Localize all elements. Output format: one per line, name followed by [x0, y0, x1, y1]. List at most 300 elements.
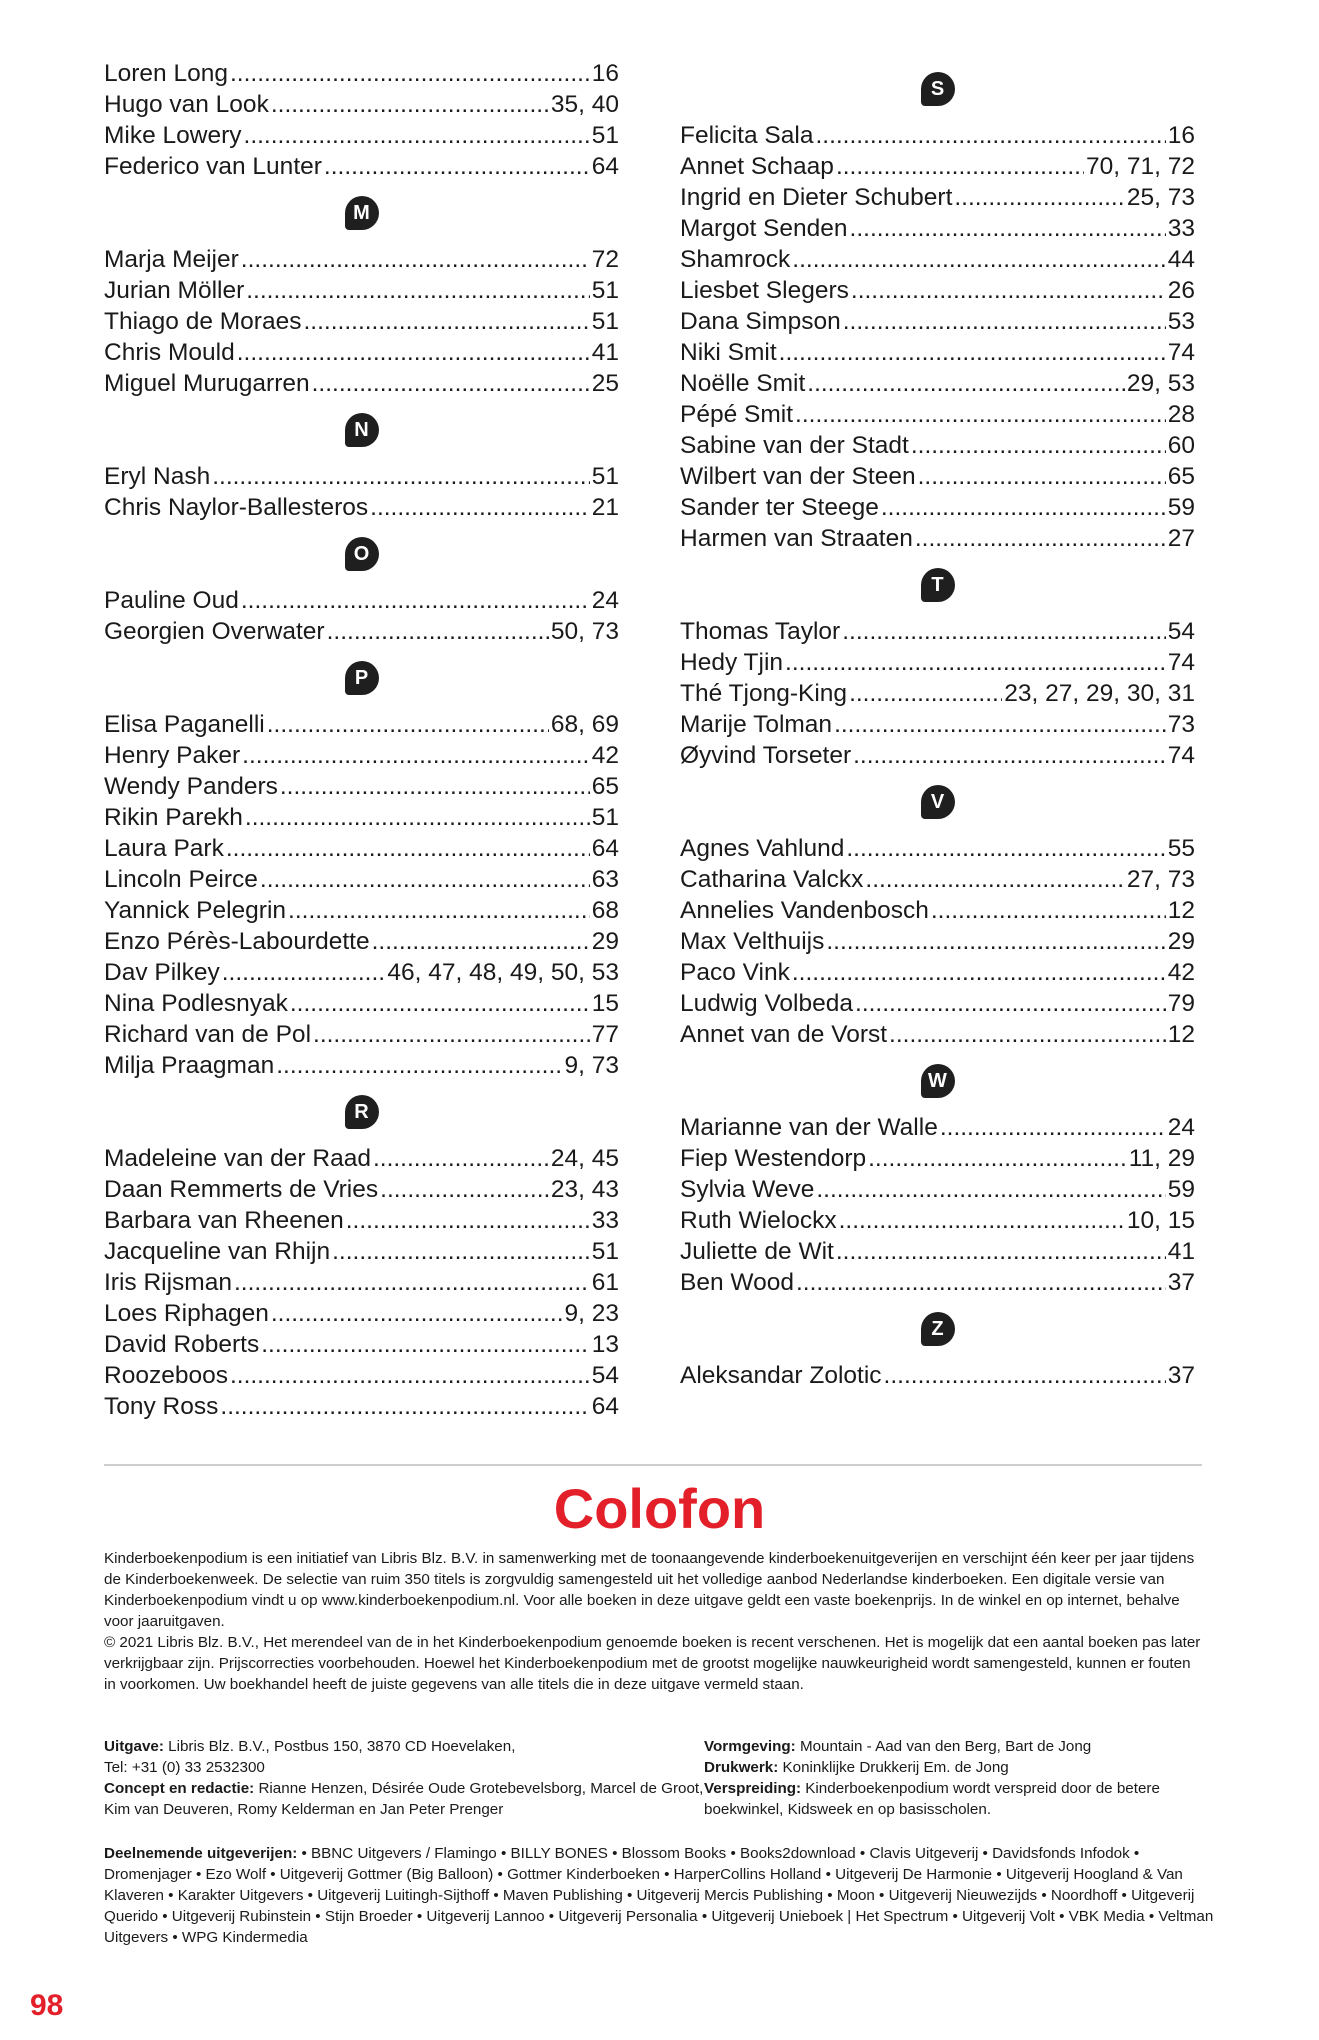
index-entry: [680, 275, 1195, 306]
index-entry: [104, 1174, 619, 1205]
index-entry: [104, 1267, 619, 1298]
index-entry: [680, 1019, 1195, 1050]
credit-tel: Tel: +31 (0) 33 2532300: [104, 1759, 265, 1776]
illustrator-name: Hedy Tjin: [680, 649, 784, 676]
dot-leader: [836, 151, 1084, 182]
dot-leader: [807, 368, 1125, 399]
letter-badge: T: [921, 568, 955, 602]
letter-badge: V: [921, 785, 955, 819]
illustrator-name: Juliette de Wit: [680, 1238, 834, 1265]
index-entry: [680, 957, 1195, 988]
letter-heading: [680, 1050, 1195, 1112]
index-entry: [680, 709, 1195, 740]
credit-label: Concept en redactie:: [104, 1780, 255, 1797]
page-numbers: 64: [591, 835, 619, 862]
dot-leader: [834, 709, 1166, 740]
illustrator-name: Henry Paker: [104, 742, 241, 769]
index-entry: [680, 740, 1195, 771]
index-entry: [104, 926, 619, 957]
page-numbers: 23, 43: [550, 1176, 619, 1203]
index-entry: [104, 306, 619, 337]
illustrator-name: Chris Naylor-Ballesteros: [104, 494, 369, 521]
page-numbers: 24: [591, 587, 619, 614]
page-numbers: 35, 40: [550, 91, 619, 118]
page-numbers: 63: [591, 866, 619, 893]
page-numbers: 29, 53: [1126, 370, 1195, 397]
illustrator-name: Lincoln Peirce: [104, 866, 258, 893]
index-entry: [680, 1143, 1195, 1174]
letter-badge: W: [921, 1064, 955, 1098]
illustrator-name: Rikin Parekh: [104, 804, 243, 831]
index-entry: [104, 1143, 619, 1174]
illustrator-name: Loren Long: [104, 60, 228, 87]
index-column-left: [104, 58, 619, 1422]
dot-leader: [242, 740, 590, 771]
index-entry: [104, 120, 619, 151]
page-numbers: 74: [1167, 742, 1195, 769]
index-entry: [104, 988, 619, 1019]
page-numbers: 50, 73: [550, 618, 619, 645]
dot-leader: [954, 182, 1125, 213]
page-numbers: 51: [591, 463, 619, 490]
dot-leader: [796, 1267, 1166, 1298]
dot-leader: [918, 461, 1166, 492]
illustrator-name: Max Velthuijs: [680, 928, 825, 955]
illustrator-name: Jacqueline van Rhijn: [104, 1238, 331, 1265]
index-entry: [680, 678, 1195, 709]
dot-leader: [260, 864, 590, 895]
illustrator-name: Catharina Valckx: [680, 866, 864, 893]
index-column-right: [680, 58, 1195, 1391]
index-entry: [680, 1174, 1195, 1205]
index-entry: [104, 1019, 619, 1050]
illustrator-name: Pépé Smit: [680, 401, 794, 428]
page-numbers: 33: [591, 1207, 619, 1234]
illustrator-name: Roozeboos: [104, 1362, 228, 1389]
credit-vormgeving: [704, 1736, 1204, 1757]
credit-value: Koninklijke Drukkerij Em. de Jong: [782, 1759, 1009, 1776]
dot-leader: [779, 337, 1166, 368]
page-numbers: 54: [1167, 618, 1195, 645]
credit-label: Vormgeving:: [704, 1738, 796, 1755]
illustrator-name: Annet van de Vorst: [680, 1021, 888, 1048]
page-numbers: 41: [1167, 1238, 1195, 1265]
illustrator-name: Ludwig Volbeda: [680, 990, 854, 1017]
page-numbers: 33: [1167, 215, 1195, 242]
illustrator-name: David Roberts: [104, 1331, 260, 1358]
letter-heading: [104, 523, 619, 585]
page-numbers: 64: [591, 1393, 619, 1420]
index-entry: [104, 492, 619, 523]
index-entry: [104, 1236, 619, 1267]
page-numbers: 51: [591, 122, 619, 149]
illustrator-name: Eryl Nash: [104, 463, 211, 490]
illustrator-name: Thé Tjong-King: [680, 680, 848, 707]
credit-verspreiding: [704, 1778, 1204, 1820]
index-entry: [104, 1329, 619, 1360]
participating-publishers: [104, 1843, 1214, 1948]
page-numbers: 42: [1167, 959, 1195, 986]
letter-badge: R: [345, 1095, 379, 1129]
dot-leader: [267, 709, 549, 740]
page-numbers: 59: [1167, 494, 1195, 521]
dot-leader: [826, 926, 1165, 957]
index-entry: [680, 1205, 1195, 1236]
dot-leader: [816, 1174, 1165, 1205]
illustrator-name: Annet Schaap: [680, 153, 834, 180]
credit-value: Kinderboekenpodium wordt verspreid door de betere boekwinkel, Kidsweek en op basisscholen.: [704, 1780, 1160, 1818]
letter-badge: N: [345, 413, 379, 447]
dot-leader: [843, 306, 1166, 337]
dot-leader: [795, 399, 1166, 430]
credits-right: [704, 1736, 1204, 1820]
page-numbers: 51: [591, 277, 619, 304]
dot-leader: [868, 1143, 1127, 1174]
dot-leader: [332, 1236, 590, 1267]
letter-heading: [104, 182, 619, 244]
page-numbers: 24, 45: [550, 1145, 619, 1172]
page-numbers: 9, 23: [564, 1300, 619, 1327]
colofon-title: Colofon: [553, 1477, 766, 1540]
illustrator-name: Ruth Wielockx: [680, 1207, 837, 1234]
page-numbers: 29: [1167, 928, 1195, 955]
dot-leader: [373, 1143, 549, 1174]
illustrator-name: Dav Pilkey: [104, 959, 220, 986]
index-entry: [104, 244, 619, 275]
credit-label: Verspreiding:: [704, 1780, 802, 1797]
illustrator-name: Miguel Murugarren: [104, 370, 310, 397]
illustrator-name: Sabine van der Stadt: [680, 432, 909, 459]
illustrator-name: Chris Mould: [104, 339, 235, 366]
index-entry: [104, 461, 619, 492]
dot-leader: [303, 306, 589, 337]
illustrator-name: Federico van Lunter: [104, 153, 322, 180]
dot-leader: [222, 957, 386, 988]
illustrator-name: Barbara van Rheenen: [104, 1207, 344, 1234]
page-numbers: 10, 15: [1126, 1207, 1195, 1234]
index-entry: [104, 833, 619, 864]
index-entry: [104, 709, 619, 740]
dot-leader: [792, 244, 1165, 275]
index-entry: [104, 771, 619, 802]
page-numbers: 11, 29: [1128, 1145, 1195, 1172]
index-entry: [680, 1360, 1195, 1391]
illustrator-name: Niki Smit: [680, 339, 777, 366]
dot-leader: [372, 926, 590, 957]
page-numbers: 54: [591, 1362, 619, 1389]
credit-uitgave: [104, 1736, 704, 1757]
dot-leader: [245, 802, 590, 833]
page-numbers: 29: [591, 928, 619, 955]
illustrator-name: Øyvind Torseter: [680, 742, 852, 769]
page-numbers: 28: [1167, 401, 1195, 428]
illustrator-name: Margot Senden: [680, 215, 848, 242]
dot-leader: [313, 1019, 590, 1050]
illustrator-name: Annelies Vandenbosch: [680, 897, 929, 924]
dot-leader: [288, 895, 590, 926]
index-entry: [680, 244, 1195, 275]
page-numbers: 12: [1167, 1021, 1195, 1048]
page-numbers: 46, 47, 48, 49, 50, 53: [387, 959, 619, 986]
page-numbers: 77: [591, 1021, 619, 1048]
index-entry: [104, 616, 619, 647]
illustrator-name: Liesbet Slegers: [680, 277, 849, 304]
letter-heading: [680, 771, 1195, 833]
index-entry: [680, 988, 1195, 1019]
letter-badge: Z: [921, 1312, 955, 1346]
dot-leader: [276, 1050, 562, 1081]
dot-leader: [815, 120, 1165, 151]
letter-heading: [104, 399, 619, 461]
illustrator-name: Aleksandar Zolotic: [680, 1362, 882, 1389]
page-numbers: 61: [591, 1269, 619, 1296]
dot-leader: [792, 957, 1166, 988]
colofon-intro-paragraph: Kinderboekenpodium is een initiatief van Libris Blz. B.V. in samenwerking met de toonaangevende kinderboekenuitgeverijen en verschijnt één keer per jaar tijdens de Kinderboekenweek. De selectie van ruim 350 titels is zorgvuldig samengesteld uit het volledige aanbod Nederlandse kinderboeken. Een digitale versie van Kinderboekenpodium vindt u op www.kinderboekenpodium.nl. Voor alle boeken in deze uitgave geldt een vaste boekenprijs. In de winkel en op internet, behalve voor jaaruitgaven.: [104, 1550, 1195, 1630]
illustrator-name: Sylvia Weve: [680, 1176, 815, 1203]
index-entry: [104, 802, 619, 833]
dot-leader: [237, 337, 590, 368]
dot-leader: [234, 1267, 590, 1298]
illustrator-name: Georgien Overwater: [104, 618, 325, 645]
dot-leader: [915, 523, 1166, 554]
index-entry: [680, 213, 1195, 244]
page-numbers: 65: [1167, 463, 1195, 490]
dot-leader: [380, 1174, 549, 1205]
dot-leader: [850, 213, 1166, 244]
dot-leader: [846, 833, 1165, 864]
page-numbers: 41: [591, 339, 619, 366]
illustrator-name: Pauline Oud: [104, 587, 239, 614]
illustrator-name: Thiago de Moraes: [104, 308, 302, 335]
dot-leader: [839, 1205, 1125, 1236]
page-numbers: 55: [1167, 835, 1195, 862]
publishers-list: • BBNC Uitgevers / Flamingo • BILLY BONES • Blossom Books • Books2download • Clavis Uitgeverij • Davidsfonds Infodok • Dromenjager • Ezo Wolf • Uitgeverij Gottmer (Big Balloon) • Gottmer Kinderboeken • HarperCollins Holland • Uitgeverij De Harmonie • Uitgeverij Hoogland & Van Klaveren • Karakter Uitgevers • Uitgeverij Luitingh-Sijthoff • Maven Publishing • Uitgeverij Mercis Publishing • Moon • Uitgeverij Nieuwezijds • Noordhoff • Uitgeverij Querido • Uitgeverij Rubinstein • Stijn Broeder • Uitgeverij Lannoo • Uitgeverij Personalia • Uitgeverij Unieboek | Het Spectrum • Uitgeverij Volt • VBK Media • Veltman Uitgevers • WPG Kindermedia: [104, 1845, 1214, 1946]
page-numbers: 25, 73: [1126, 184, 1195, 211]
illustrator-name: Nina Podlesnyak: [104, 990, 288, 1017]
index-entry: [680, 120, 1195, 151]
index-entry: [104, 275, 619, 306]
credit-value: Mountain - Aad van den Berg, Bart de Jong: [799, 1738, 1092, 1755]
page-numbers: 24: [1167, 1114, 1195, 1141]
dot-leader: [226, 833, 590, 864]
index-entry: [104, 89, 619, 120]
page-numbers: 26: [1167, 277, 1195, 304]
dot-leader: [889, 1019, 1166, 1050]
index-entry: [680, 1112, 1195, 1143]
page-numbers: 65: [591, 773, 619, 800]
index-entry: [680, 864, 1195, 895]
page-numbers: 51: [591, 804, 619, 831]
illustrator-name: Fiep Westendorp: [680, 1145, 867, 1172]
dot-leader: [855, 988, 1166, 1019]
dot-leader: [212, 461, 590, 492]
illustrator-name: Richard van de Pol: [104, 1021, 312, 1048]
index-entry: [104, 895, 619, 926]
page-numbers: 74: [1167, 339, 1195, 366]
dot-leader: [884, 1360, 1166, 1391]
illustrator-name: Paco Vink: [680, 959, 790, 986]
index-entry: [680, 523, 1195, 554]
dot-leader: [370, 492, 590, 523]
letter-heading: [104, 647, 619, 709]
illustrator-name: Wendy Panders: [104, 773, 278, 800]
page-numbers: 37: [1167, 1362, 1195, 1389]
section-divider: [104, 1464, 1202, 1466]
illustrator-name: Laura Park: [104, 835, 224, 862]
index-entry: [680, 647, 1195, 678]
illustrator-name: Tony Ross: [104, 1393, 219, 1420]
index-entry: [680, 306, 1195, 337]
dot-leader: [290, 988, 590, 1019]
letter-badge: P: [345, 661, 379, 695]
page-numbers: 72: [591, 246, 619, 273]
illustrator-name: Mike Lowery: [104, 122, 242, 149]
index-entry: [104, 151, 619, 182]
index-entry: [104, 957, 619, 988]
illustrator-name: Marije Tolman: [680, 711, 833, 738]
index-entry: [680, 926, 1195, 957]
page-numbers: 74: [1167, 649, 1195, 676]
page-numbers: 25: [591, 370, 619, 397]
page-numbers: 44: [1167, 246, 1195, 273]
illustrator-name: Harmen van Straaten: [680, 525, 913, 552]
index-entry: [104, 740, 619, 771]
dot-leader: [865, 864, 1124, 895]
illustrator-name: Dana Simpson: [680, 308, 841, 335]
page-numbers: 42: [591, 742, 619, 769]
page-numbers: 64: [591, 153, 619, 180]
page-numbers: 27: [1167, 525, 1195, 552]
index-entry: [680, 1267, 1195, 1298]
index-entry: [104, 1391, 619, 1422]
dot-leader: [244, 120, 590, 151]
illustrator-name: Thomas Taylor: [680, 618, 841, 645]
page-numbers: 68, 69: [550, 711, 619, 738]
dot-leader: [271, 89, 549, 120]
index-entry: [104, 58, 619, 89]
index-entry: [104, 1298, 619, 1329]
illustrator-name: Shamrock: [680, 246, 791, 273]
publishers-label: Deelnemende uitgeverijen:: [104, 1845, 298, 1862]
index-entry: [680, 430, 1195, 461]
page-numbers: 79: [1167, 990, 1195, 1017]
credit-label: Drukwerk:: [704, 1759, 779, 1776]
illustrator-name: Enzo Pérès-Labourdette: [104, 928, 370, 955]
index-entry: [680, 895, 1195, 926]
page-numbers: 51: [591, 1238, 619, 1265]
credit-concept: [104, 1778, 704, 1820]
letter-badge: M: [345, 196, 379, 230]
page-numbers: 15: [591, 990, 619, 1017]
colofon-intro: [104, 1548, 1204, 1695]
illustrator-name: Ingrid en Dieter Schubert: [680, 184, 953, 211]
dot-leader: [230, 58, 590, 89]
dot-leader: [241, 244, 590, 275]
page-numbers: 16: [591, 60, 619, 87]
index-entry: [680, 1236, 1195, 1267]
index-entry: [680, 833, 1195, 864]
credit-value: Rianne Henzen, Désirée Oude Grotebevelsborg, Marcel de Groot, Kim van Deuveren, Romy Kelderman en Jan Peter Prenger: [104, 1780, 704, 1818]
letter-heading: [680, 1298, 1195, 1360]
page-numbers: 12: [1167, 897, 1195, 924]
dot-leader: [842, 616, 1166, 647]
dot-leader: [327, 616, 549, 647]
dot-leader: [836, 1236, 1166, 1267]
index-entry: [680, 399, 1195, 430]
illustrator-name: Elisa Paganelli: [104, 711, 265, 738]
dot-leader: [853, 740, 1166, 771]
page-numbers: 27, 73: [1126, 866, 1195, 893]
letter-heading: [680, 58, 1195, 120]
illustrator-name: Marianne van der Walle: [680, 1114, 938, 1141]
colofon-copyright-paragraph: © 2021 Libris Blz. B.V., Het merendeel van de in het Kinderboekenpodium genoemde boeken is recent verschenen. Het is mogelijk dat een aantal boeken pas later verkrijgbaar zijn. Prijscorrecties voorbehouden. Hoewel het Kinderboekenpodium met de grootst mogelijke nauwkeurigheid wordt samengesteld, kunnen er fouten in voorkomen. Uw boekhandel heeft de juiste gegevens van alle titels die in deze uitgave vermeld staan.: [104, 1634, 1201, 1693]
index-entry: [680, 616, 1195, 647]
page-numbers: 59: [1167, 1176, 1195, 1203]
credit-value: Libris Blz. B.V., Postbus 150, 3870 CD Hoevelaken,: [168, 1738, 516, 1755]
dot-leader: [940, 1112, 1166, 1143]
credit-label: Uitgave:: [104, 1738, 164, 1755]
page-numbers: 23, 27, 29, 30, 31: [1004, 680, 1195, 707]
page-numbers: 60: [1167, 432, 1195, 459]
page-numbers: 13: [591, 1331, 619, 1358]
index-entry: [104, 864, 619, 895]
dot-leader: [785, 647, 1166, 678]
dot-leader: [312, 368, 590, 399]
illustrator-name: Sander ter Steege: [680, 494, 879, 521]
index-entry: [680, 492, 1195, 523]
page-numbers: 70, 71, 72: [1086, 153, 1195, 180]
dot-leader: [881, 492, 1166, 523]
dot-leader: [849, 678, 1002, 709]
page-numbers: 37: [1167, 1269, 1195, 1296]
dot-leader: [346, 1205, 590, 1236]
illustrator-name: Marja Meijer: [104, 246, 239, 273]
dot-leader: [324, 151, 590, 182]
page-numbers: 73: [1167, 711, 1195, 738]
illustrator-name: Jurian Möller: [104, 277, 245, 304]
dot-leader: [241, 585, 590, 616]
page-numbers: 68: [591, 897, 619, 924]
dot-leader: [271, 1298, 563, 1329]
dot-leader: [261, 1329, 590, 1360]
illustrator-name: Loes Riphagen: [104, 1300, 269, 1327]
illustrator-name: Yannick Pelegrin: [104, 897, 287, 924]
letter-heading: [680, 554, 1195, 616]
index-entry: [104, 1360, 619, 1391]
illustrator-name: Agnes Vahlund: [680, 835, 845, 862]
index-entry: [680, 151, 1195, 182]
page-numbers: 53: [1167, 308, 1195, 335]
dot-leader: [230, 1360, 590, 1391]
page-numbers: 51: [591, 308, 619, 335]
letter-heading: [104, 1081, 619, 1143]
page-number: 98: [30, 1989, 64, 2022]
index-entry: [680, 461, 1195, 492]
illustrator-name: Daan Remmerts de Vries: [104, 1176, 379, 1203]
credit-drukwerk: [704, 1757, 1204, 1778]
illustrator-name: Madeleine van der Raad: [104, 1145, 371, 1172]
index-entry: [680, 368, 1195, 399]
index-entry: [680, 337, 1195, 368]
index-entry: [104, 585, 619, 616]
index-entry: [104, 1050, 619, 1081]
dot-leader: [220, 1391, 589, 1422]
index-entry: [104, 337, 619, 368]
index-entry: [104, 368, 619, 399]
dot-leader: [280, 771, 590, 802]
page-numbers: 9, 73: [564, 1052, 619, 1079]
page-numbers: 21: [591, 494, 619, 521]
